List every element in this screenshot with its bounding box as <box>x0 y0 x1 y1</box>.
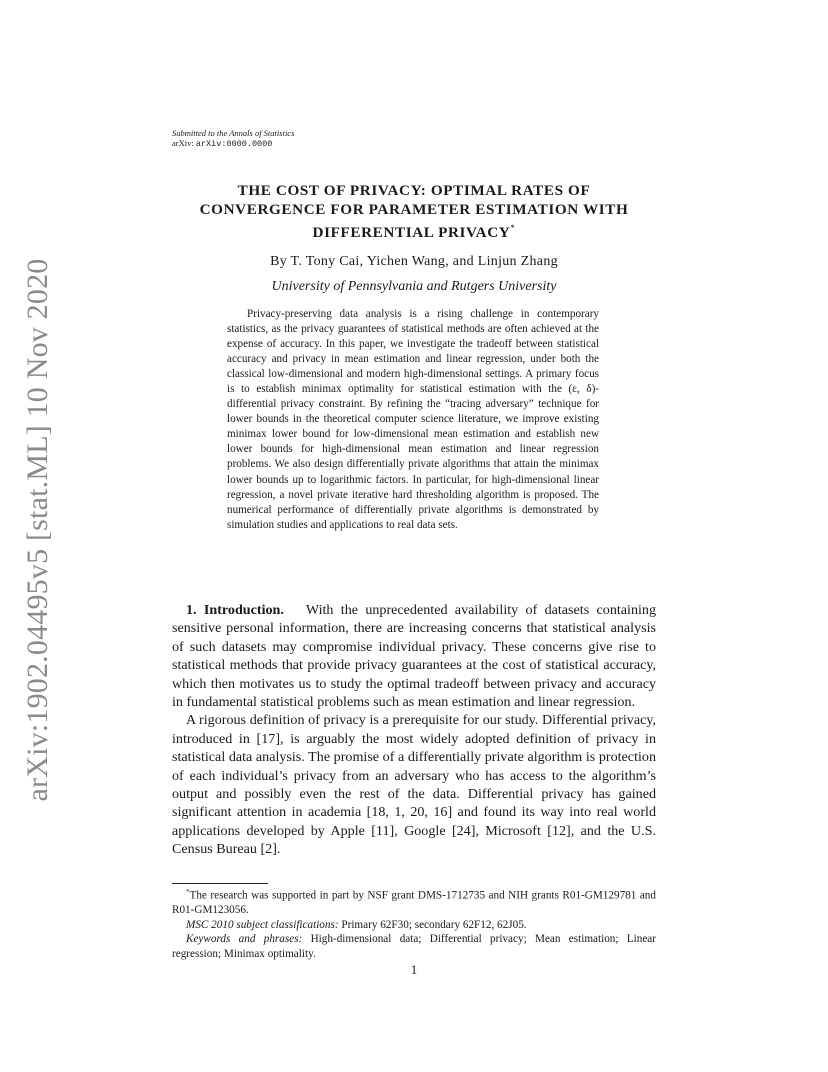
footnotes <box>172 885 656 961</box>
page-number: 1 <box>410 962 418 977</box>
msc-text: Primary 62F30; secondary 62F12, 62J05. <box>338 918 527 931</box>
keywords <box>172 932 656 961</box>
arxiv-code: arXiv:0000.0000 <box>195 139 273 149</box>
paper-title <box>172 181 656 242</box>
intro-paragraph-1 <box>172 601 656 711</box>
funding-text: The research was supported in part by NSF grant DMS-1712735 and NIH grants R01-GM129781 and R01-GM123056. <box>172 889 656 917</box>
submission-header <box>172 128 294 149</box>
arxiv-prefix: arXiv: <box>172 138 196 148</box>
footnote-rule <box>172 883 268 884</box>
funding-marker: * <box>186 888 190 896</box>
keywords-label: Keywords and phrases: <box>186 933 303 946</box>
section-heading: 1. Introduction. <box>186 602 284 618</box>
title-line-3: DIFFERENTIAL PRIVACY <box>312 224 511 242</box>
msc-classification <box>172 918 656 933</box>
intro-paragraph-1-text: With the unprecedented availability of datasets containing sensitive personal information, there are increasing concerns that statistical analysis of such datasets may compromise individual privacy. These concerns give rise to statistical methods that provide privacy guarantees at the cost of statistical accuracy, which then motivates us to study the optimal tradeoff between privacy and accuracy in fundamental statistical problems such as mean estimation and linear regression. <box>172 602 657 711</box>
arxiv-sidebar-stamp <box>20 258 56 802</box>
abstract-text: Privacy-preserving data analysis is a rising challenge in contemporary statistics, as the privacy guarantees of statistical methods are often achieved at the expense of accuracy. In this paper, we investigate the tradeoff between statistical accuracy and privacy in mean estimation and linear regression, under both the classical low-dimensional and modern high-dimensional settings. A primary focus is to establish minimax optimality for statistical estimation with the (ε, δ)-differential privacy constraint. By refining the “tracing adversary” technique for lower bounds in the theoretical computer science literature, we improve existing minimax lower bound for low-dimensional mean estimation and establish new lower bounds for high-dimensional mean estimation and linear regression problems. We also design differentially private algorithms that attain the minimax lower bounds up to logarithmic factors. In particular, for high-dimensional linear regression, a novel private iterative hard thresholding algorithm is proposed. The numerical performance of differentially private algorithms is demonstrated by simulation studies and applications to real data sets. <box>227 308 599 531</box>
arxiv-line <box>172 138 294 149</box>
author-list: By T. Tony Cai, Yichen Wang, and Linjun Zhang <box>270 254 558 269</box>
arxiv-identifier: arXiv:1902.04495v5 [stat.ML] 10 Nov 2020 <box>21 258 54 802</box>
abstract <box>227 307 599 533</box>
title-line-3-wrapper <box>172 219 656 242</box>
title-line-2: CONVERGENCE FOR PARAMETER ESTIMATION WITH <box>199 201 629 218</box>
funding-footnote <box>172 885 656 918</box>
msc-label: MSC 2010 subject classifications: <box>186 918 339 931</box>
submitted-journal: Submitted to the Annals of Statistics <box>172 128 295 138</box>
affiliation: University of Pennsylvania and Rutgers University <box>271 279 557 294</box>
intro-paragraph-2: A rigorous definition of privacy is a prerequisite for our study. Differential privacy, introduced in [17], is arguably the most widely adopted definition of privacy in statistical data analysis. The promise of a differentially private algorithm is protection of each individual’s privacy from an adversary who has access to the algorithm’s output and possibly even the rest of the data. Differential privacy has gained significant attention in academia [18, 1, 20, 16] and found its way into real world applications developed by Apple [11], Google [24], Microsoft [12], and the U.S. Census Bureau [2]. <box>172 712 656 858</box>
title-line-1: THE COST OF PRIVACY: OPTIMAL RATES OF <box>237 182 591 199</box>
introduction-section <box>172 601 656 859</box>
keywords-text: High-dimensional data; Differential privacy; Mean estimation; Linear regression; Minimax optimality. <box>172 933 656 960</box>
title-footnote-marker: * <box>510 223 516 233</box>
